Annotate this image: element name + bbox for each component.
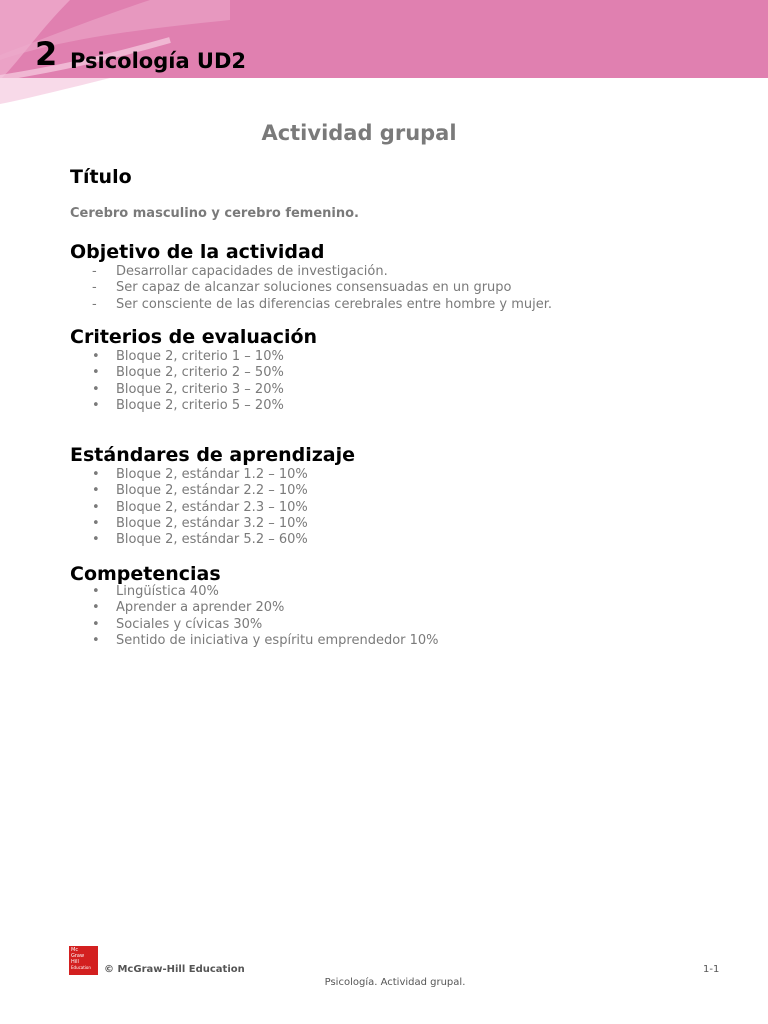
bullet-marker: •	[92, 532, 100, 548]
list-item-text: Bloque 2, criterio 1 – 10%	[116, 349, 284, 364]
list-item	[70, 584, 439, 600]
logo-line: Hill	[71, 959, 79, 965]
list-item	[70, 264, 552, 280]
bullet-marker: •	[92, 397, 100, 413]
dash-marker: -	[92, 296, 97, 312]
footer-copyright: © McGraw-Hill Education	[104, 964, 245, 975]
list-item-text: Bloque 2, estándar 3.2 – 10%	[116, 515, 308, 531]
bullet-marker: •	[92, 584, 100, 599]
list-item	[70, 532, 308, 548]
bullet-marker: •	[92, 381, 100, 397]
bullet-marker: •	[92, 349, 100, 364]
footer-page-number: 1-1	[703, 964, 720, 975]
list-item	[70, 467, 308, 483]
chapter-number: 2	[35, 35, 58, 73]
list-item-text: Bloque 2, estándar 2.3 – 10%	[116, 499, 308, 515]
bullet-marker: •	[92, 499, 100, 515]
list-item	[70, 500, 308, 516]
estandares-list	[70, 467, 308, 548]
page-header	[0, 0, 768, 78]
logo-line: Education	[71, 965, 91, 970]
bullet-marker: •	[92, 632, 100, 648]
bullet-marker: •	[92, 515, 100, 531]
list-item-text: Bloque 2, estándar 1.2 – 10%	[116, 467, 308, 482]
competencias-list	[70, 584, 439, 649]
list-item-text: Ser capaz de alcanzar soluciones consensuadas en un grupo	[116, 280, 512, 296]
list-item-text: Lingüística 40%	[116, 584, 219, 599]
section-heading-objetivo: Objetivo de la actividad	[70, 241, 325, 263]
list-item	[70, 349, 284, 365]
list-item-text: Desarrollar capacidades de investigación.	[116, 264, 388, 279]
list-item	[70, 365, 284, 381]
section-heading-estandares: Estándares de aprendizaje	[70, 444, 356, 466]
bullet-marker: •	[92, 600, 100, 616]
list-item	[70, 483, 308, 499]
list-item-text: Aprender a aprender 20%	[116, 600, 285, 616]
logo-line: Graw	[71, 953, 85, 959]
list-item	[70, 617, 439, 633]
bullet-marker: •	[92, 365, 100, 381]
list-item-text: Bloque 2, criterio 2 – 50%	[116, 365, 284, 381]
bullet-marker: •	[92, 616, 100, 632]
logo-line: Mc	[71, 947, 79, 953]
list-item-text: Bloque 2, criterio 3 – 20%	[116, 381, 284, 397]
footer-caption: Psicología. Actividad grupal.	[324, 977, 466, 988]
list-item-text: Bloque 2, estándar 5.2 – 60%	[116, 532, 308, 548]
dash-marker: -	[92, 280, 97, 296]
bullet-marker: •	[92, 483, 100, 499]
section-heading-criterios: Criterios de evaluación	[70, 326, 318, 348]
list-item	[70, 633, 439, 649]
list-item-text: Bloque 2, estándar 2.2 – 10%	[116, 483, 308, 499]
mcgraw-hill-logo	[69, 946, 98, 975]
criterios-list	[70, 349, 284, 414]
list-item-text: Bloque 2, criterio 5 – 20%	[116, 397, 284, 413]
list-item	[70, 382, 284, 398]
list-item-text: Ser consciente de las diferencias cerebrales entre hombre y mujer.	[116, 296, 553, 312]
objetivo-list	[70, 264, 552, 313]
list-item	[70, 516, 308, 532]
list-item-text: Sentido de iniciativa y espíritu emprendedor 10%	[116, 632, 439, 648]
chapter-title: Psicología UD2	[70, 49, 247, 73]
section-heading-titulo: Título	[70, 166, 132, 188]
activity-title-text: Cerebro masculino y cerebro femenino.	[70, 206, 359, 221]
list-item-text: Sociales y cívicas 30%	[116, 616, 263, 632]
list-item	[70, 398, 284, 414]
list-item	[70, 600, 439, 616]
bullet-marker: •	[92, 467, 100, 482]
header-swoosh-tail	[0, 78, 120, 106]
section-heading-competencias: Competencias	[70, 563, 221, 585]
list-item	[70, 280, 552, 296]
dash-marker: -	[92, 264, 97, 279]
page-title: Actividad grupal	[261, 121, 457, 145]
list-item	[70, 297, 552, 313]
